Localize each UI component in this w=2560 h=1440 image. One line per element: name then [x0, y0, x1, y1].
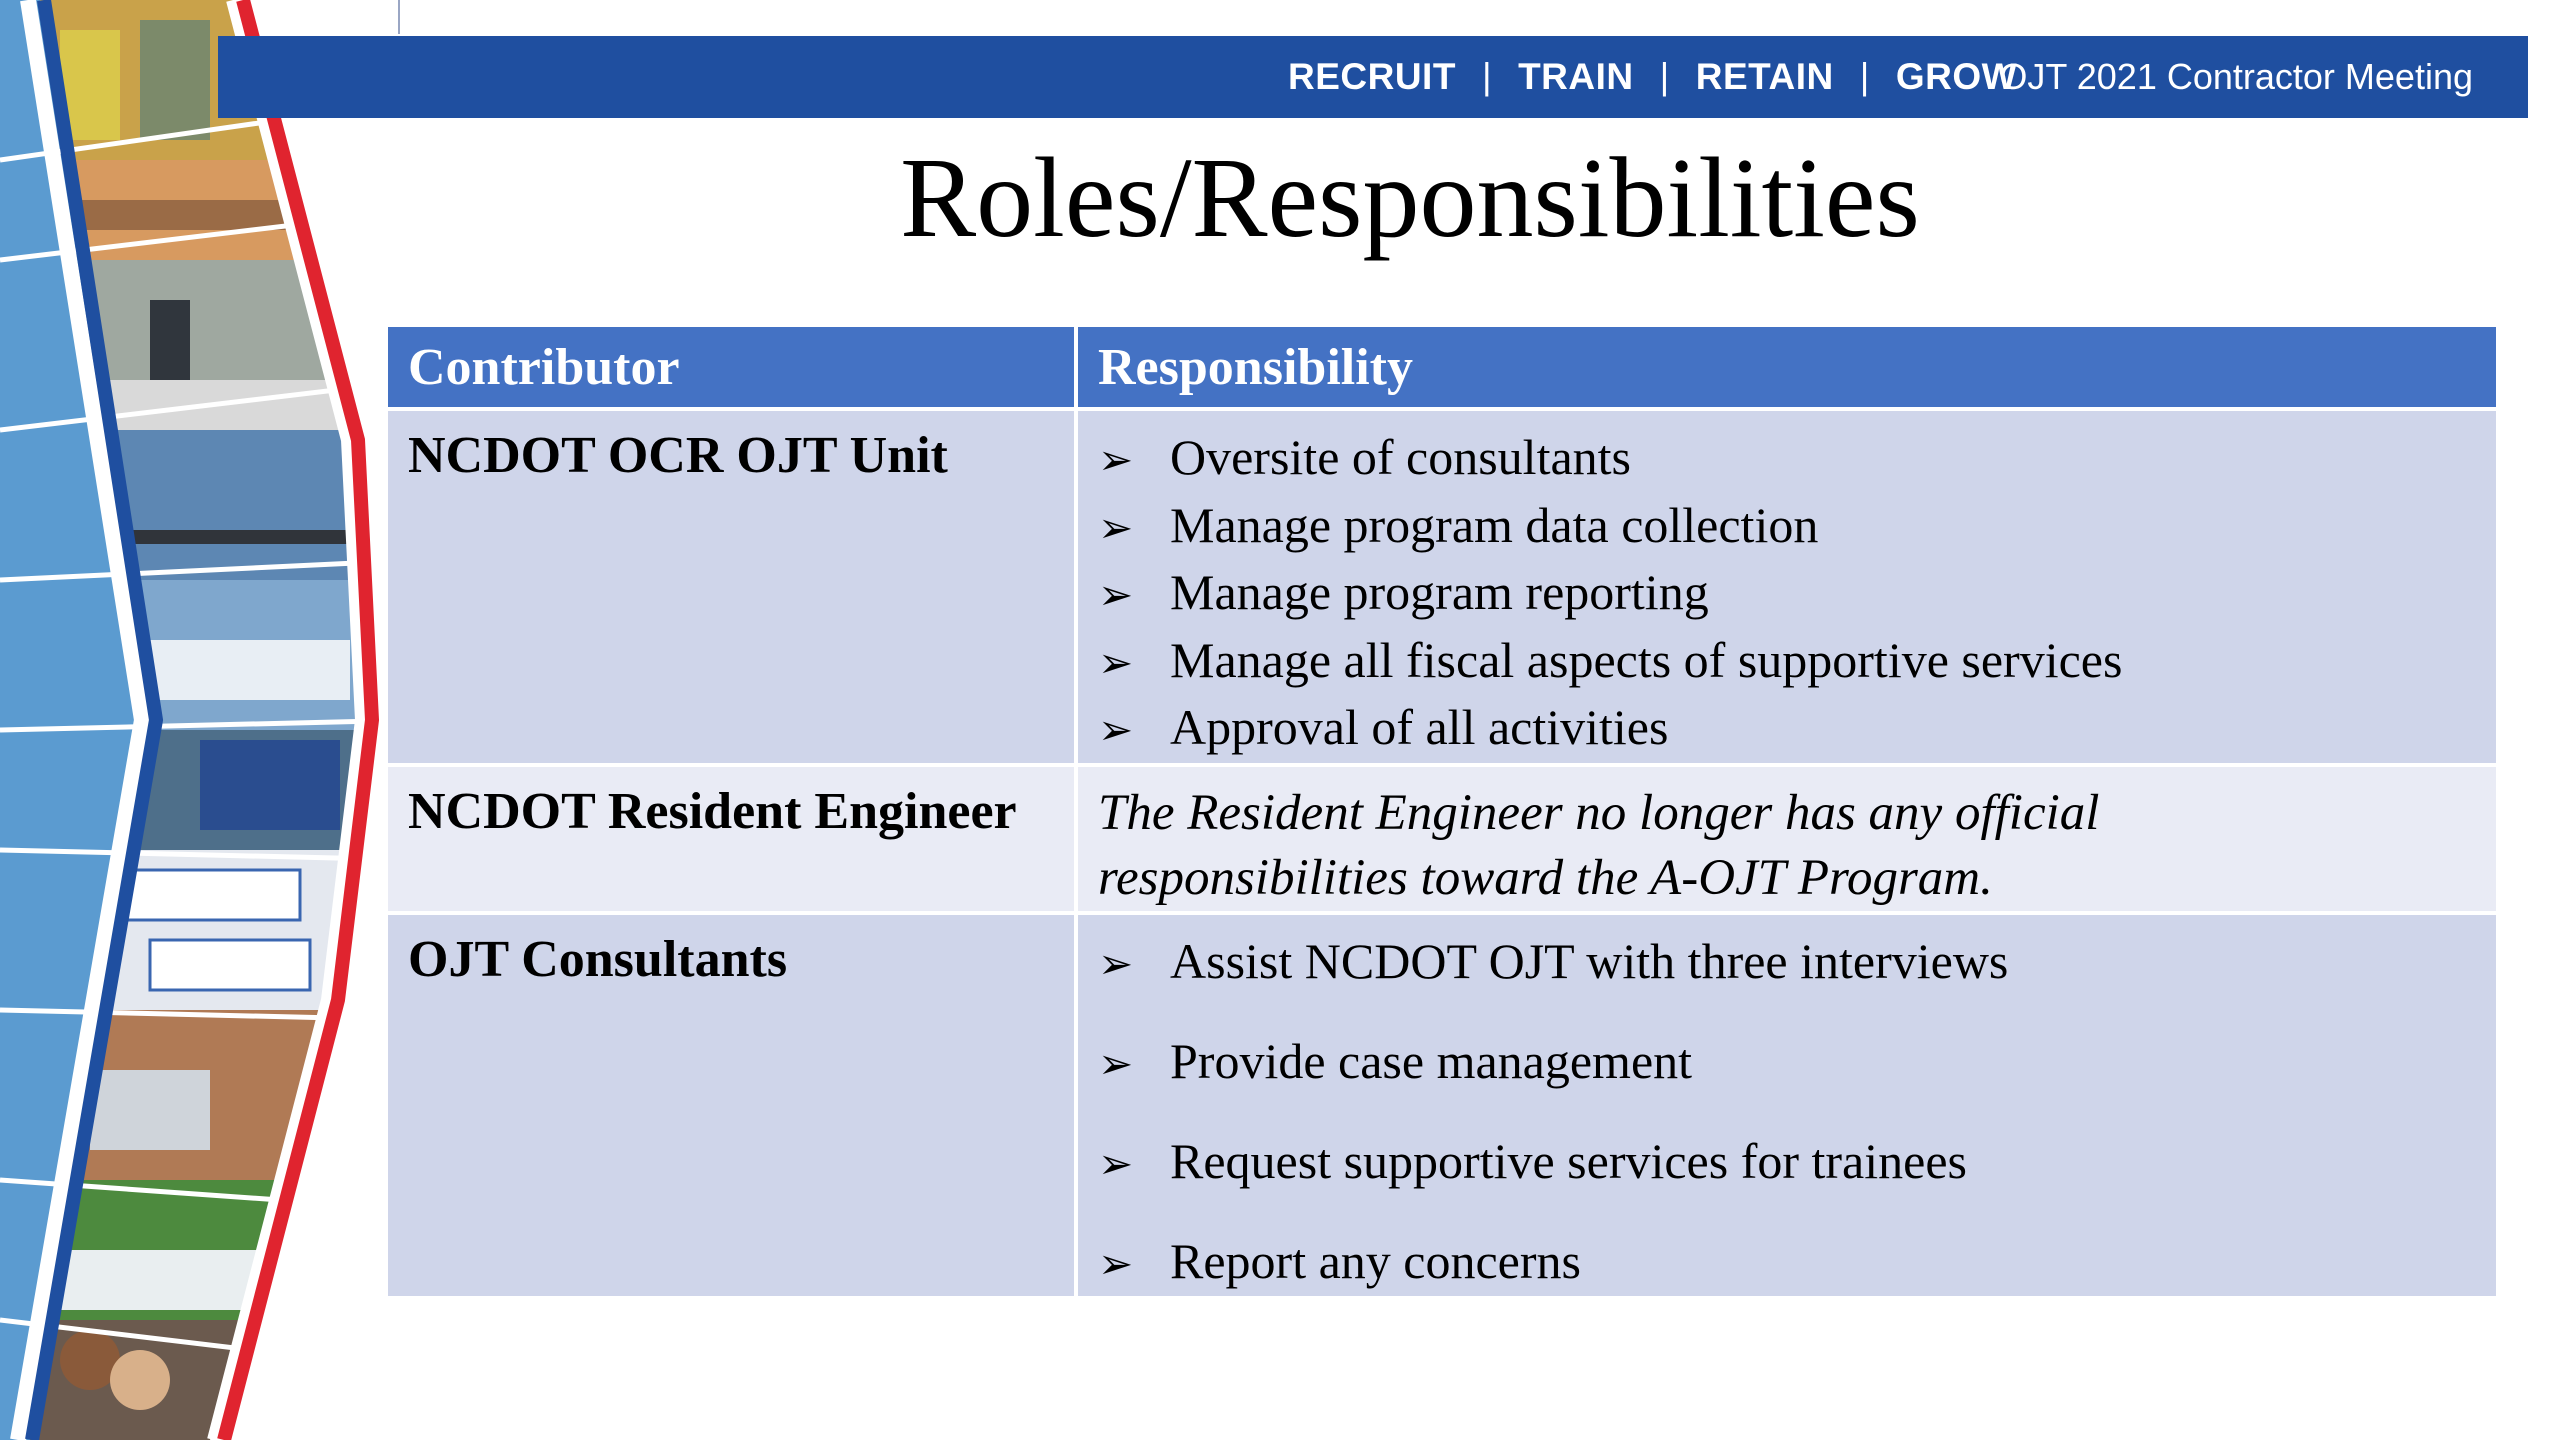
roles-table: [384, 327, 2500, 1300]
people-photo: [0, 1320, 420, 1440]
arrow-bullet-icon: ➢: [1098, 1038, 1134, 1088]
arrow-bullet-icon: ➢: [1098, 502, 1134, 552]
contributor-cell: NCDOT Resident Engineer: [408, 782, 1017, 840]
list-item: [1098, 1229, 2476, 1296]
table-row: [386, 409, 2498, 765]
responsibility-text: Manage program data collection: [1170, 496, 1819, 553]
list-item: [1098, 929, 2476, 996]
top-divider-tick: [398, 0, 400, 34]
list-item: [1098, 493, 2476, 561]
arrow-bullet-icon: ➢: [1098, 938, 1134, 988]
tagline-separator: |: [1481, 56, 1493, 97]
contributor-cell: OJT Consultants: [408, 930, 788, 988]
responsibility-list: [1098, 929, 2476, 1296]
table-header-row: [386, 327, 2498, 409]
responsibility-text: Assist NCDOT OJT with three interviews: [1170, 932, 2009, 989]
responsibility-list: [1098, 425, 2476, 763]
tagline-separator: |: [1859, 56, 1870, 97]
list-item: [1098, 628, 2476, 696]
responsibility-text: Oversite of consultants: [1170, 429, 1632, 485]
left-decoration: [0, 0, 420, 1440]
tagline-retain: RETAIN: [1695, 56, 1834, 97]
contributor-cell: NCDOT OCR OJT Unit: [408, 427, 948, 484]
list-item: [1098, 560, 2476, 628]
tagline-separator: |: [1659, 56, 1670, 97]
tagline-recruit: RECRUIT: [1288, 56, 1456, 97]
arrow-bullet-icon: ➢: [1098, 1138, 1134, 1188]
tagline-train: TRAIN: [1518, 56, 1634, 97]
column-header-responsibility: Responsibility: [1076, 327, 2498, 409]
responsibility-text: Request supportive services for trainees: [1170, 1132, 1967, 1189]
list-item: [1098, 695, 2476, 763]
note-line: responsibilities toward the A-OJT Program.: [1098, 849, 1993, 906]
responsibility-note: [1098, 781, 2476, 911]
arrow-bullet-icon: ➢: [1098, 435, 1134, 484]
arrow-bullet-icon: ➢: [1098, 570, 1134, 619]
list-item: [1098, 1129, 2476, 1196]
header-bar: [218, 36, 2528, 118]
arrow-bullet-icon: ➢: [1098, 705, 1134, 754]
responsibility-text: Report any concerns: [1170, 1232, 1581, 1289]
responsibility-text: Manage program reporting: [1170, 564, 1709, 620]
column-header-contributor: Contributor: [386, 327, 1076, 409]
tagline-grow: GROW: [1895, 56, 2018, 97]
table-row: [386, 765, 2498, 913]
meeting-title: OJT 2021 Contractor Meeting: [1999, 56, 2473, 97]
arrow-bullet-icon: ➢: [1098, 1238, 1134, 1288]
responsibility-text: Provide case management: [1170, 1032, 1693, 1089]
arrow-bullet-icon: ➢: [1098, 637, 1134, 687]
responsibility-text: Approval of all activities: [1170, 699, 1669, 755]
page-title: Roles/Responsibilities: [900, 134, 1920, 261]
list-item: [1098, 1029, 2476, 1096]
responsibility-text: Manage all fiscal aspects of supportive services: [1170, 631, 2123, 688]
table-row: [386, 913, 2498, 1298]
list-item: [1098, 425, 2476, 493]
note-line: The Resident Engineer no longer has any official: [1098, 784, 2100, 841]
